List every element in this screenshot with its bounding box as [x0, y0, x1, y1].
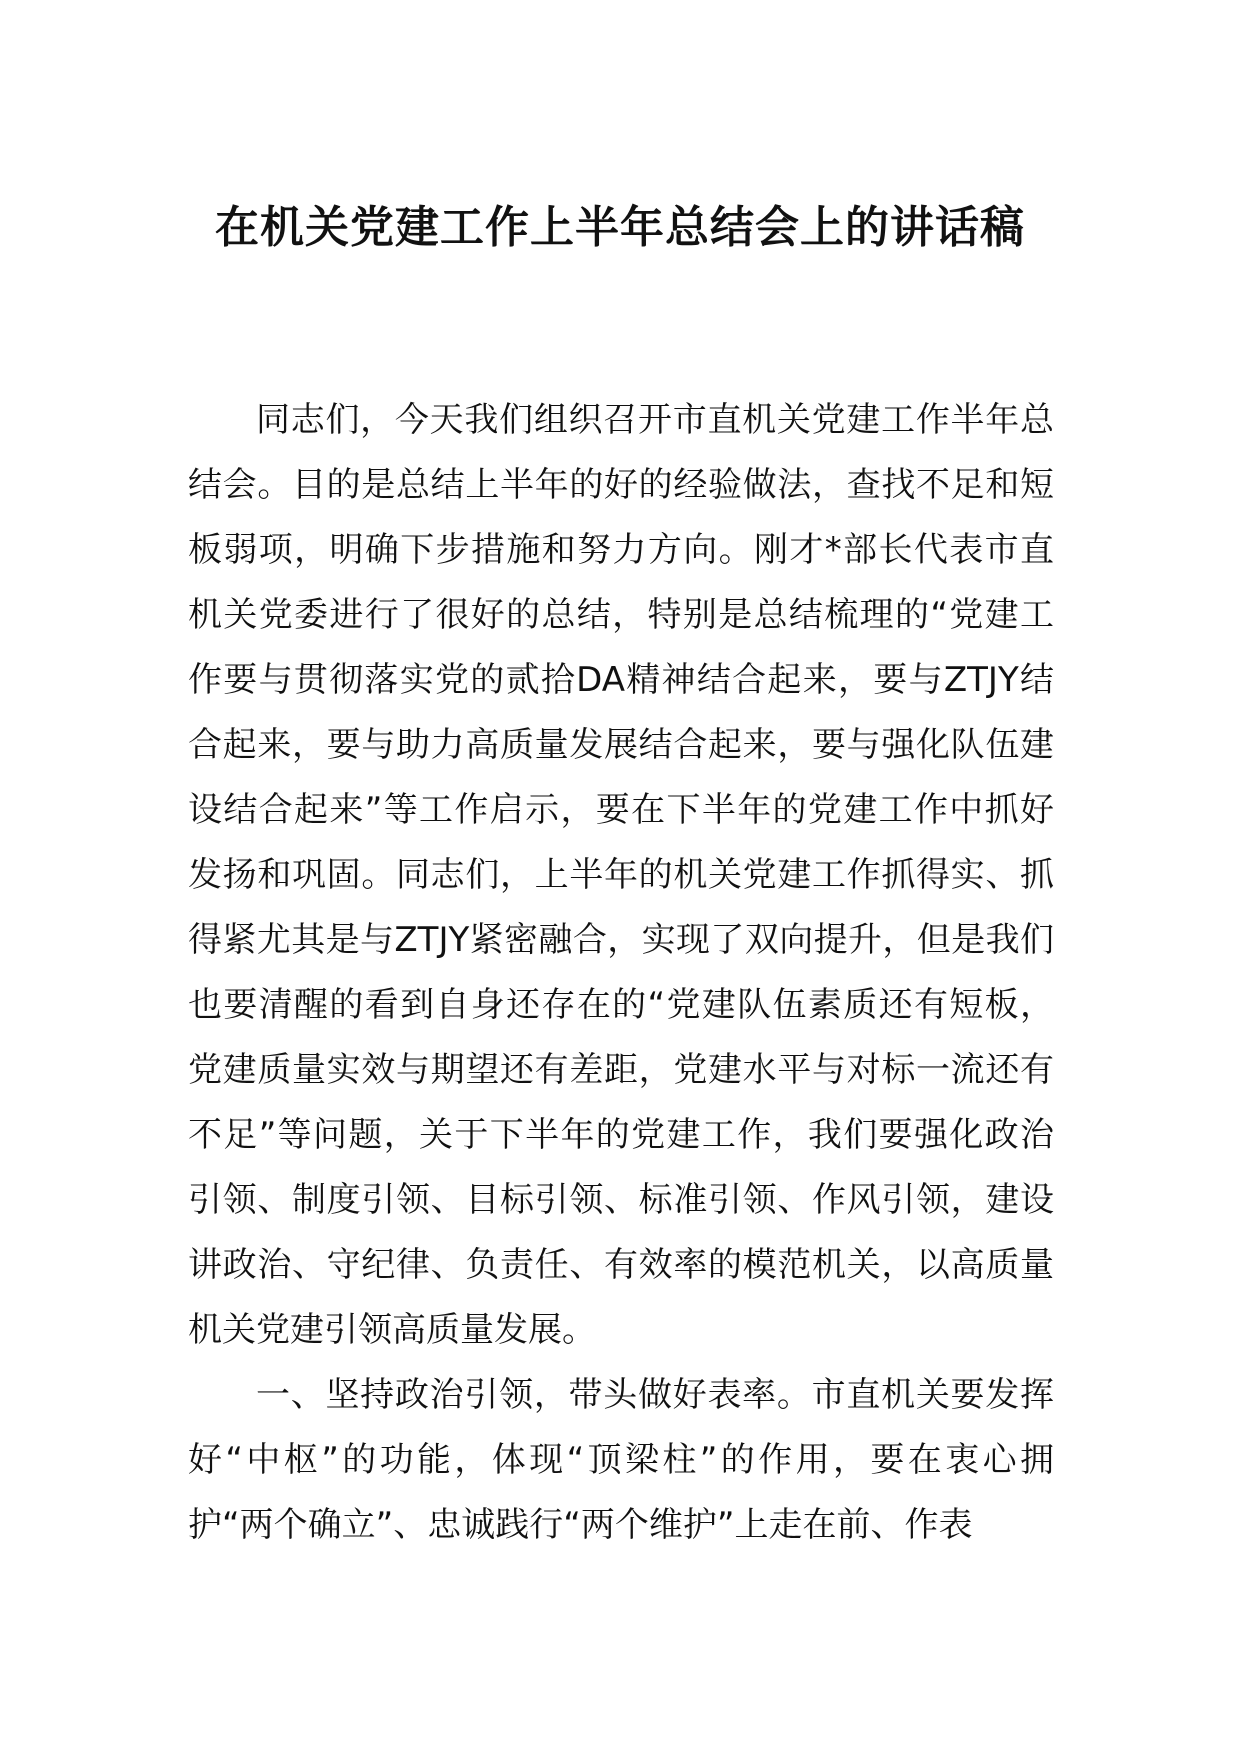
document-body — [188, 388, 1054, 1558]
paragraph-section-one: 一、坚持政治引领，带头做好表率。市直机关要发挥好“中枢”的功能，体现“顶梁柱”的作用，要在衷心拥护“两个确立”、忠诚践行“两个维护”上走在前、作表 — [188, 1375, 1054, 1545]
paragraph-intro: 同志们，今天我们组织召开市直机关党建工作半年总结会。目的是总结上半年的好的经验做法，查找不足和短板弱项，明确下步措施和努力方向。刚才*部长代表市直机关党委进行了很好的总结，特别是总结梳理的“党建工作要与贯彻落实党的贰拾DA精神结合起来，要与ZTJY结合起来，要与助力高质量发展结合起来，要与强化队伍建设结合起来”等工作启示，要在下半年的党建工作中抓好发扬和巩固。同志们，上半年的机关党建工作抓得实、抓得紧尤其是与ZTJY紧密融合，实现了双向提升，但是我们也要清醒的看到自身还存在的“党建队伍素质还有短板，党建质量实效与期望还有差距，党建水平与对标一流还有不足”等问题，关于下半年的党建工作，我们要强化政治引领、制度引领、目标引领、标准引领、作风引领，建设讲政治、守纪律、负责任、有效率的模范机关，以高质量机关党建引领高质量发展。 — [188, 400, 1054, 1350]
document-title: 在机关党建工作上半年总结会上的讲话稿 — [215, 202, 1025, 253]
